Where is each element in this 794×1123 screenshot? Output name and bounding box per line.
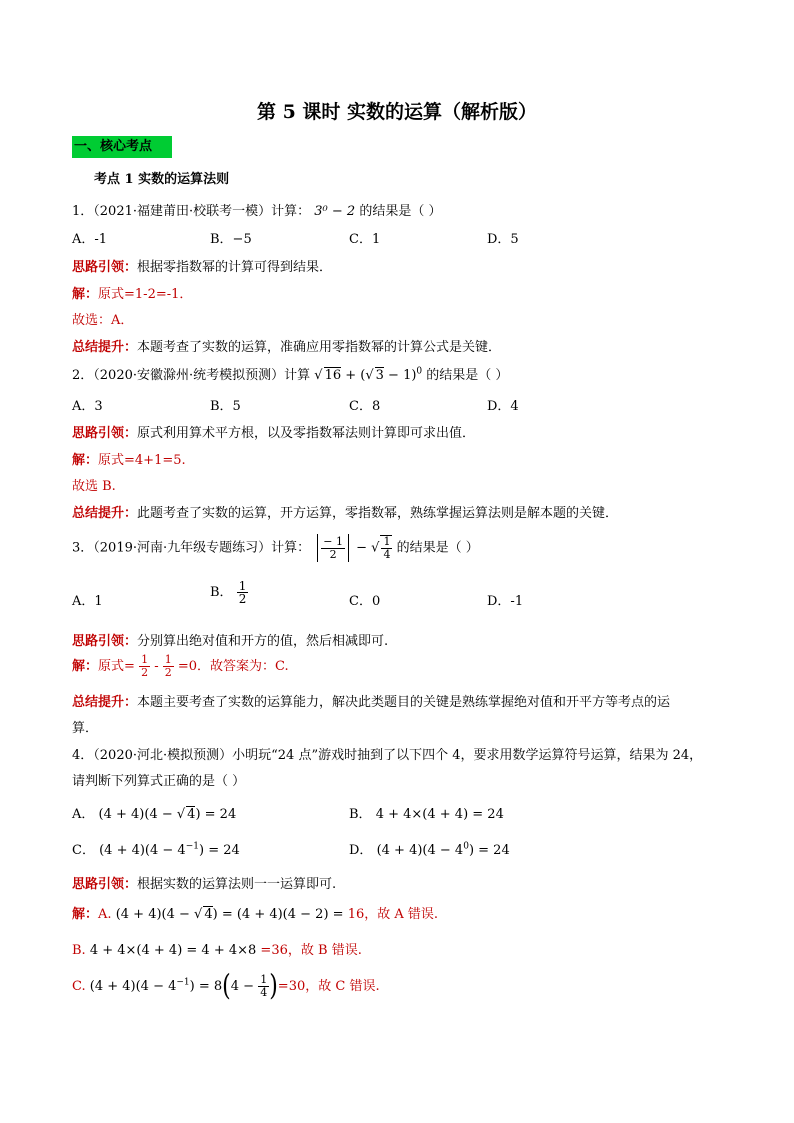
q1-hint <box>72 256 332 275</box>
q2-option-c: C．8 <box>349 399 381 414</box>
q2-stem-math: √ 16 + (√ 3 − 1)$^0$ <box>314 366 423 383</box>
q3-stem-math: $\frac{- 1}{2}$ − √ $\frac{1}{4}$ <box>314 534 392 562</box>
q2-option-d: D．4 <box>487 399 519 414</box>
q2-option-b: B．5 <box>210 399 241 414</box>
q4-option-d-label: D． <box>349 843 373 858</box>
q1-option-b: B．−5 <box>210 232 252 247</box>
q3-option-b-frac: $\frac{1}{2}$ <box>238 579 247 606</box>
q1-summary-label: 总结提升： <box>72 340 138 355</box>
q4-hint-label: 思路引领： <box>72 877 138 892</box>
q1-hint-label: 思路引领： <box>72 260 138 275</box>
q2-hint <box>72 422 475 441</box>
q3-sol-frac-2: $\frac{1}{2}$ <box>164 653 172 679</box>
q4-option-c <box>72 839 240 858</box>
q2-option-a: A．3 <box>72 399 103 414</box>
q3-option-a: A．1 <box>72 594 103 609</box>
q3-sol-post: =0．故答案为：C. <box>177 659 289 674</box>
q1-sol-text: 原式=1-2=-1． <box>98 287 193 302</box>
q1-stem-text: 1．（2021·福建莆田·校联考一模）计算： <box>72 204 311 219</box>
q4-sol-b-pre: B. <box>72 943 86 958</box>
q4-sol-c-tail: ，故 C 错误. <box>305 979 380 994</box>
q1-summary <box>72 336 501 355</box>
q4-hint-text: 根据实数的运算法则一一运算即可. <box>137 877 337 892</box>
q3-sol-pre: 原式= <box>98 659 135 674</box>
q3-summary-line1 <box>72 691 670 710</box>
q1-option-a: A．-1 <box>72 232 108 247</box>
q3-solution: 解：原式= $\frac{1}{2}$ - $\frac{1}{2}$ =0．故答案为：C. <box>72 653 289 679</box>
q3-stem <box>72 534 479 562</box>
q3-option-c: C．0 <box>349 594 381 609</box>
q4-option-d <box>349 839 510 858</box>
q2-hint-text: 原式利用算术平方根，以及零指数幂法则计算即可求出值． <box>137 426 476 441</box>
q4-stem-line1: 4．（2020·河北·模拟预测）小明玩“24 点”游戏时抽到了以下四个 4，要求用数学运算符号运算，结果为 24， <box>72 748 703 763</box>
q3-hint-label: 思路引领： <box>72 634 138 649</box>
section-heading: 一、核心考点 <box>72 136 172 158</box>
q1-sol-label: 解： <box>72 287 99 302</box>
q4-sol-label: 解： <box>72 907 99 922</box>
q2-solution <box>72 449 186 468</box>
q1-option-c: C．1 <box>349 232 381 247</box>
q3-option-d: D．-1 <box>487 594 524 609</box>
q2-sol-text: 原式=4+1=5. <box>98 453 186 468</box>
q4-option-d-expr: $(4 + 4)(4 - 4^0) = 24$ <box>376 841 510 858</box>
q2-stem-tail: 的结果是（ ） <box>426 368 509 383</box>
page-title: 第 5 课时 实数的运算（解析版） <box>256 101 538 123</box>
q3-sol-frac-1: $\frac{1}{2}$ <box>141 653 149 679</box>
q1-hint-text: 根据零指数幂的计算可得到结果． <box>137 260 333 275</box>
q4-option-b-label: B． <box>349 807 372 822</box>
q4-option-c-expr: $(4 + 4)(4 - 4^{-1}) = 24$ <box>99 841 240 858</box>
q4-option-b <box>349 803 504 822</box>
q4-hint <box>72 873 336 892</box>
q4-sol-a: 解：A. (4 + 4)(4 − √ 4) = (4 + 4)(4 − 2) = 16，故 A 错误. <box>72 907 439 922</box>
q2-sol-label: 解： <box>72 453 99 468</box>
q3-option-b <box>210 580 248 605</box>
q1-choose: 故选：A． <box>72 313 134 328</box>
q1-stem-tail: 的结果是（ ） <box>359 204 442 219</box>
q3-option-b-label: B． <box>210 585 233 600</box>
q2-summary-text: 此题考查了实数的运算，开方运算，零指数幂，熟练掌握运算法则是解本题的关键． <box>137 506 619 521</box>
q1-option-d: D．5 <box>487 232 519 247</box>
q4-sol-a-expr: (4 + 4)(4 − √ 4) = (4 + 4)(4 − 2) = <box>115 907 348 922</box>
q4-option-b-expr: 4 + 4×(4 + 4) = 24 <box>375 807 504 822</box>
q1-stem-math: 3⁰ − 2 <box>314 204 356 219</box>
q2-summary-label: 总结提升： <box>72 506 138 521</box>
q2-summary <box>72 502 618 521</box>
q4-option-a-expr: (4 + 4)(4 − √ 4) = 24 <box>98 807 237 822</box>
q2-stem-text: 2．（2020·安徽滁州·统考模拟预测）计算 <box>72 368 311 383</box>
q4-sol-b-tail: ，故 B 错误. <box>287 943 362 958</box>
q4-stem-line2: 请判断下列算式正确的是（ ） <box>72 774 246 789</box>
q4-option-c-label: C． <box>72 843 95 858</box>
q3-summary-text: 本题主要考查了实数的运算能力，解决此类题目的关键是熟练掌握绝对值和开平方等考点的运 <box>137 695 671 710</box>
q4-sol-a-pre: A. <box>98 907 112 922</box>
q4-sol-c: C. $(4 + 4)(4 - 4^{-1}) = 8(4$ − $\frac{1}{4}$ )=30，故 C 错误. <box>72 970 380 1003</box>
q1-solution <box>72 283 192 302</box>
q4-sol-c-pre: C. <box>72 979 86 994</box>
kaodian-heading: 考点 1 实数的运算法则 <box>94 172 230 187</box>
q2-stem <box>72 364 508 383</box>
q3-hint <box>72 630 388 649</box>
q4-sol-c-expr: $(4 + 4)(4 - 4^{-1}) = 8(4$ − $\frac{1}{4}$ ) <box>89 970 278 1003</box>
q3-summary-label: 总结提升： <box>72 695 138 710</box>
q4-sol-b-expr: 4 + 4×(4 + 4) = 4 + 4×8 <box>89 943 257 958</box>
q3-stem-text: 3．（2019·河南·九年级专题练习）计算： <box>72 540 311 556</box>
q3-hint-text: 分别算出绝对值和开方的值，然后相减即可. <box>137 634 389 649</box>
q2-hint-label: 思路引领： <box>72 426 138 441</box>
q1-summary-text: 本题考查了实数的运算，准确应用零指数幂的计算公式是关键． <box>137 340 502 355</box>
q3-sol-label: 解： <box>72 659 99 674</box>
q2-choose: 故选 B. <box>72 479 116 494</box>
q4-sol-b: B. 4 + 4×(4 + 4) = 4 + 4×8 =36，故 B 错误. <box>72 943 362 958</box>
q1-stem <box>72 200 441 219</box>
q3-summary-line2: 算． <box>72 721 99 736</box>
q4-option-a-label: A． <box>72 807 95 822</box>
q3-stem-tail: 的结果是（ ） <box>396 540 479 556</box>
q4-option-a <box>72 803 236 822</box>
q4-sol-a-tail: ，故 A 错误. <box>364 907 439 922</box>
